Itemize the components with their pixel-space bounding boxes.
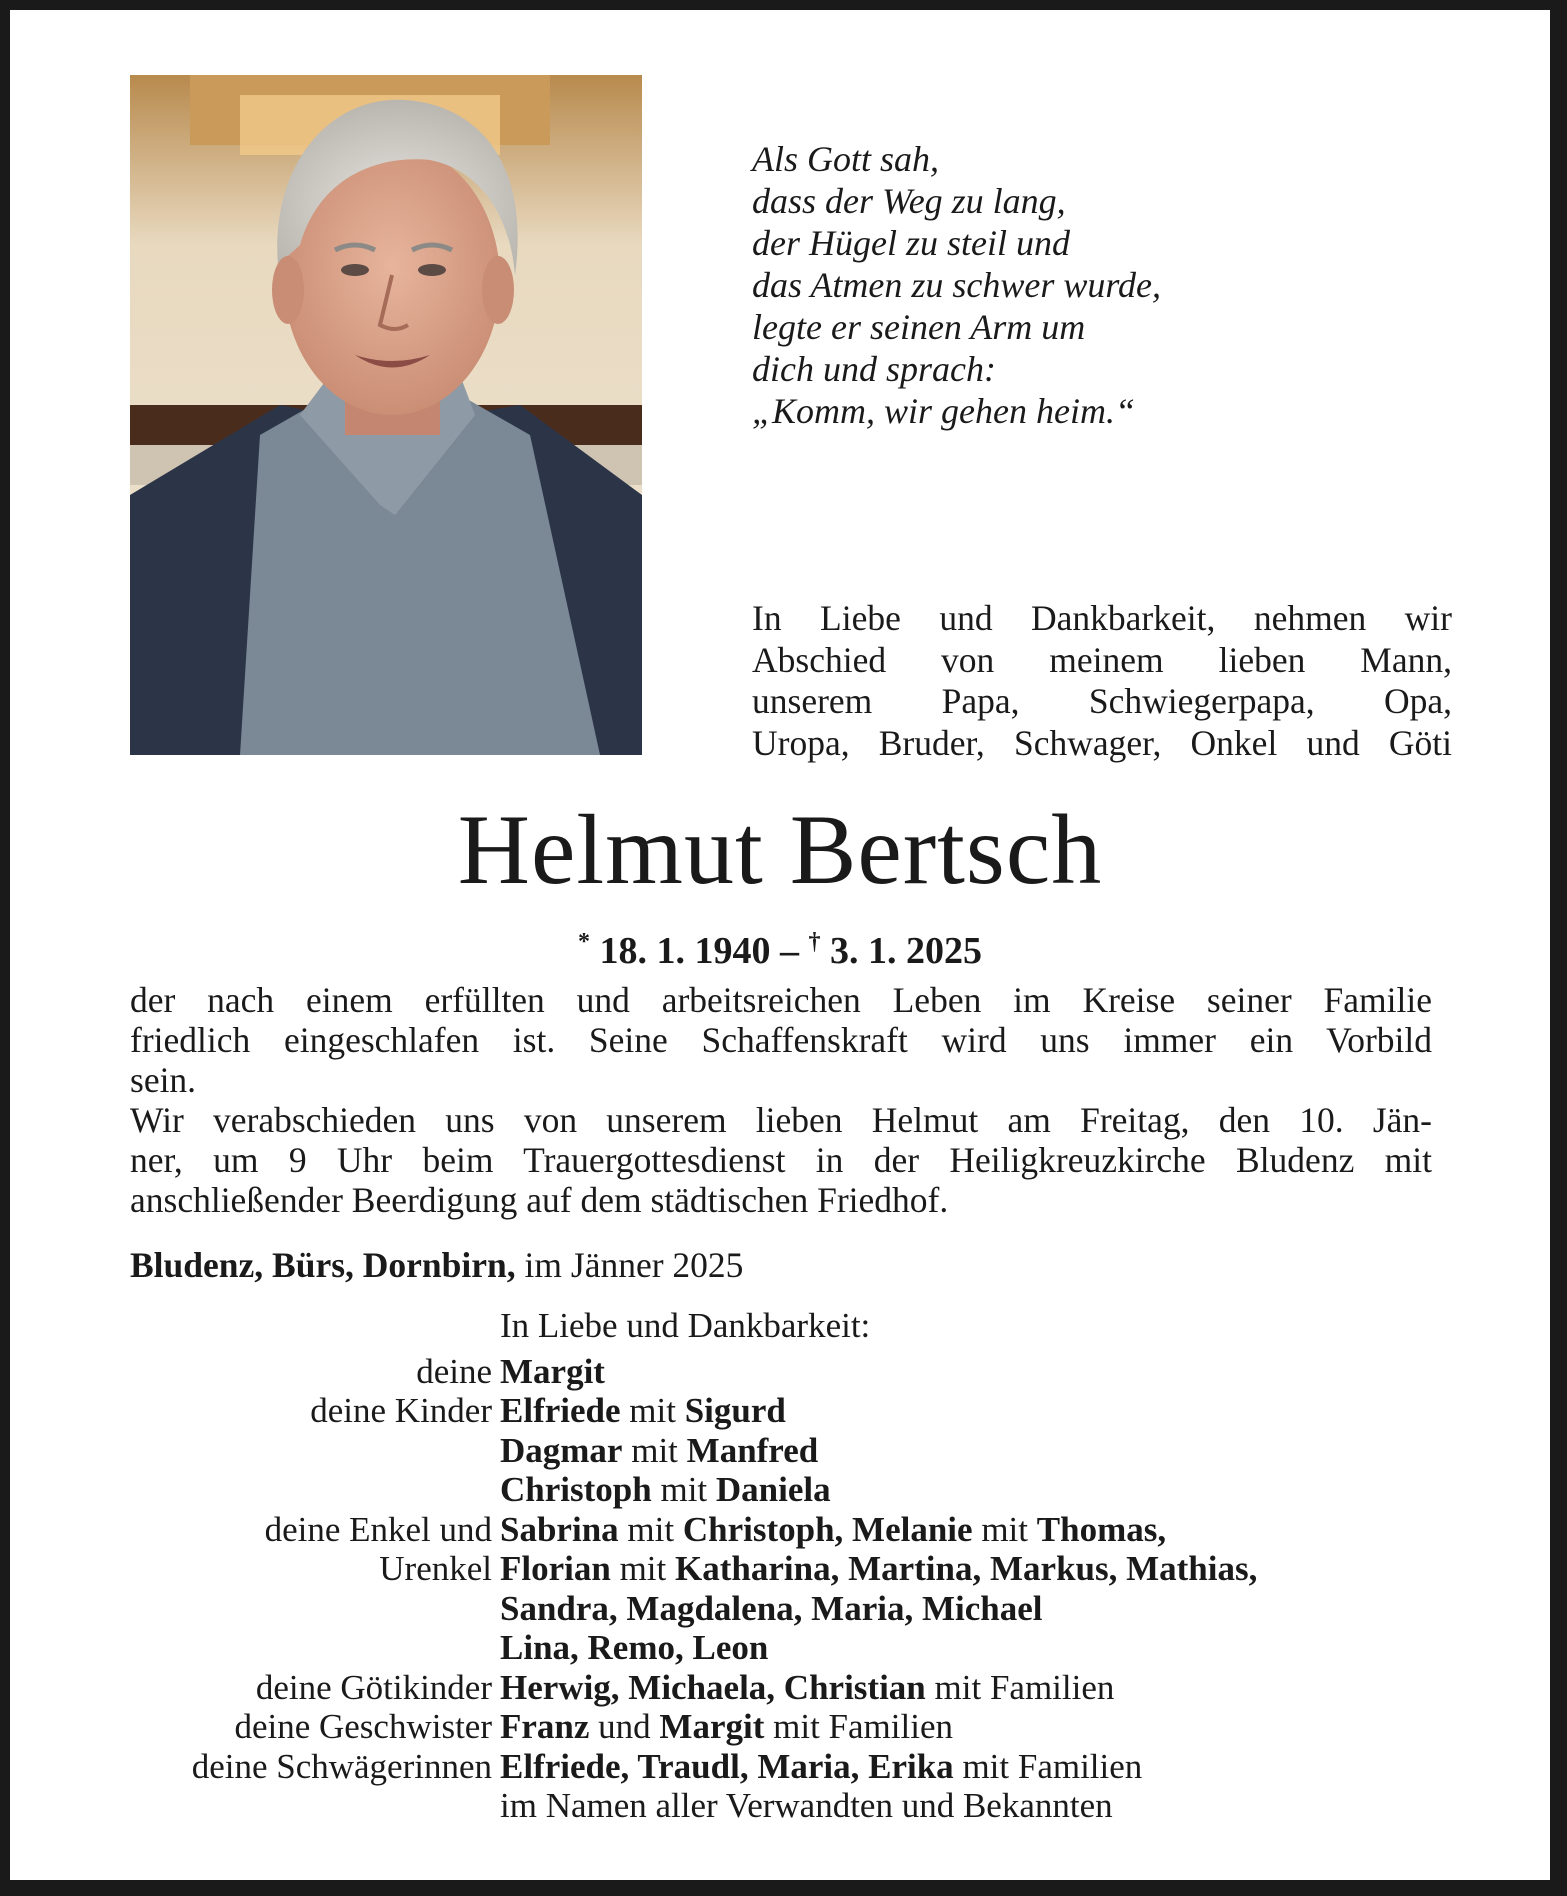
family-relation [130,1786,500,1826]
family-relation [130,1431,500,1471]
family-row [130,1431,1450,1471]
family-relation: deine Götikinder [255,1667,492,1707]
poem-line: dass der Weg zu lang, [752,181,1066,221]
body-line: sein. [130,1060,197,1100]
family-connector: mit [620,1391,685,1430]
family-relation: deine [416,1351,492,1391]
family-connector: mit [610,1549,676,1588]
poem-line: „Komm, wir gehen heim.“ [752,391,1136,431]
family-member-name: Elfriede [500,1391,621,1430]
body-line: anschließender Beerdigung auf dem städtischen Friedhof. [130,1180,949,1220]
poem-line: Als Gott sah, [752,139,940,179]
poem-line: dich und sprach: [752,349,996,389]
family-connector: mit Familien [764,1707,953,1746]
family-row [130,1668,1450,1708]
family-connector: mit Familien [953,1746,1143,1786]
family-member-name: Christoph, Melanie [682,1509,973,1549]
birth-date: 18. 1. 1940 [599,930,771,972]
intro-text [752,598,1452,764]
family-names [500,1589,1042,1629]
family-member-name: Elfriede, Traudl, Maria, Erika [500,1746,954,1786]
family-names [500,1747,1142,1787]
family-member-name: Sigurd [684,1391,786,1430]
family-member-name: Herwig, Michaela, Christian [500,1667,926,1707]
family-relation: Urenkel [379,1549,492,1588]
family-member-name: Sandra, Magdalena, Maria, Michael [500,1588,1043,1628]
family-names [500,1470,831,1510]
death-symbol: † [808,929,821,955]
family-member-name: Manfred [686,1430,819,1470]
family-rows [130,1352,1450,1826]
family-names [500,1391,786,1431]
family-connector: mit [972,1509,1037,1549]
family-relation: deine Geschwister [234,1707,492,1746]
place-date: im Jänner 2025 [524,1245,744,1285]
family-member-name: Dagmar [500,1430,623,1470]
family-row [130,1707,1450,1747]
intro-line: Abschied von meinem lieben Mann, [752,639,1452,680]
family-row [130,1549,1450,1589]
poem-line: das Atmen zu schwer wurde, [752,265,1161,305]
family-connector: im Namen aller Verwandten und Bekannten [500,1786,1113,1825]
family-member-name: Lina, Remo, Leon [500,1628,769,1667]
family-connector: mit [618,1509,683,1549]
family-row [130,1747,1450,1787]
family-names [500,1707,953,1747]
intro-line: unserem Papa, Schwiegerpapa, Opa, [752,681,1452,721]
family-row [130,1786,1450,1826]
body-line: ner, um 9 Uhr beim Trauergottesdienst in der Heiligkreuzkirche Bludenz mit [130,1140,1432,1180]
family-connector: mit [651,1470,716,1509]
family-member-name: Katharina, Martina, Markus, Mathias, [675,1549,1258,1588]
place-towns: Bludenz, Bürs, Dornbirn, [130,1245,516,1285]
family-row [130,1589,1450,1629]
family-list [130,1306,1450,1826]
family-row [130,1510,1450,1550]
family-connector: mit [622,1430,687,1470]
family-member-name: Margit [659,1707,765,1746]
family-relation: deine Schwägerinnen [191,1746,492,1786]
birth-symbol: * [578,929,590,955]
family-names [500,1431,818,1471]
family-relation [130,1470,500,1510]
family-member-name: Margit [500,1351,605,1391]
portrait-photo [130,75,642,755]
poem [752,138,1312,432]
family-row [130,1352,1450,1392]
family-member-name: Florian [500,1549,611,1588]
body-line: Wir verabschieden uns von unserem lieben Helmut am Freitag, den 10. Jän- [130,1100,1432,1140]
family-names [500,1549,1257,1589]
body-line: friedlich eingeschlafen ist. Seine Schaffenskraft wird uns immer ein Vorbild [130,1020,1432,1060]
date-dash: – [780,930,799,972]
place-and-date [130,1244,743,1286]
family-names [500,1510,1166,1550]
body-line: der nach einem erfüllten und arbeitsreichen Leben im Kreise seiner Familie [130,980,1432,1020]
family-names [500,1786,1113,1826]
family-member-name: Franz [500,1707,590,1746]
family-relation [130,1589,500,1629]
family-relation [130,1628,500,1668]
family-connector: mit Familien [925,1667,1115,1707]
family-member-name: Christoph [500,1470,652,1509]
family-connector: und [589,1707,660,1746]
family-names [500,1668,1114,1708]
family-names [500,1352,605,1392]
family-names [500,1628,768,1668]
family-member-name: Thomas, [1036,1509,1167,1549]
family-row [130,1391,1450,1431]
family-member-name: Daniela [715,1470,831,1509]
deceased-name: Helmut Bertsch [457,794,1103,905]
obituary-page [10,10,1550,1880]
life-dates [10,920,1550,973]
intro-line: Uropa, Bruder, Schwager, Onkel und Göti [752,722,1452,763]
poem-line: der Hügel zu steil und [752,223,1070,263]
family-relation: deine Enkel und [264,1509,492,1549]
family-row [130,1470,1450,1510]
intro-line: In Liebe und Dankbarkeit, nehmen wir [752,598,1452,638]
obituary-body [130,980,1432,1220]
family-heading: In Liebe und Dankbarkeit: [500,1306,871,1345]
family-member-name: Sabrina [500,1509,619,1549]
death-date: 3. 1. 2025 [830,930,982,972]
family-relation: deine Kinder [310,1391,492,1430]
poem-line: legte er seinen Arm um [752,307,1086,347]
family-row [130,1628,1450,1668]
